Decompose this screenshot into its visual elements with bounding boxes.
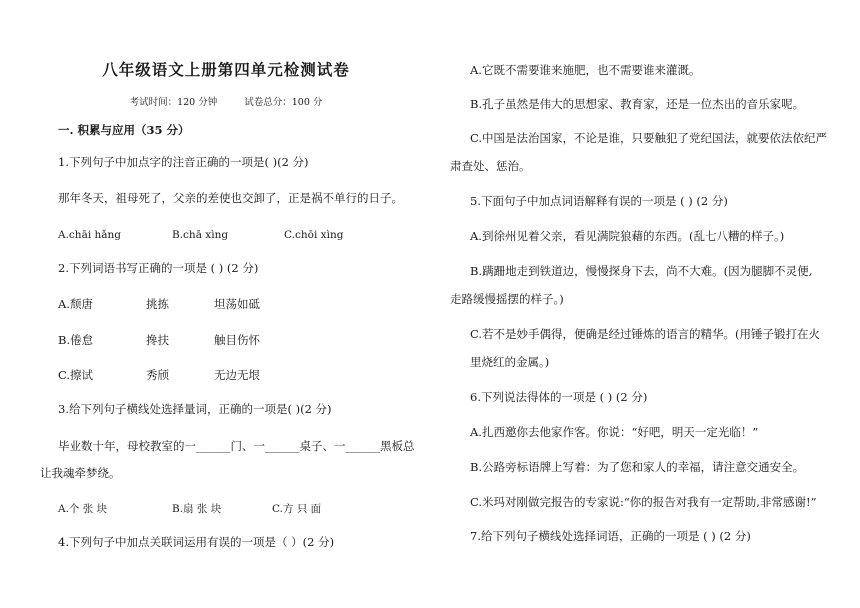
question-5: 5.下面句子中加点词语解释有误的一项是 ( ) (2 分) bbox=[470, 194, 728, 208]
q6-option-c: C.米玛对刚做完报告的专家说:“你的报告对我有一定帮助,非常感谢!” bbox=[470, 495, 817, 509]
right-line-3: C.中国是法治国家，不论是谁，只要触犯了党纪国法，就要依法依纪严 bbox=[470, 131, 828, 145]
question-1-option-a: A.chāi hǎng bbox=[58, 229, 122, 241]
q2-option-b-1: B.倦怠 bbox=[58, 333, 94, 347]
question-3-text-line2: 让我魂牵梦绕。 bbox=[40, 466, 121, 480]
section-heading: 一. 积累与应用（35 分） bbox=[58, 123, 190, 137]
right-line-1: A.它既不需要谁来施肥，也不需要谁来灌溉。 bbox=[470, 63, 701, 77]
question-6: 6.下列说法得体的一项是 ( ) (2 分) bbox=[470, 390, 648, 404]
q5-option-c-cont: 里烧红的金属。) bbox=[470, 355, 550, 369]
exam-info bbox=[0, 94, 452, 108]
question-3-option-a: A.个 张 块 bbox=[58, 503, 108, 515]
exam-total: 试卷总分：100 分 bbox=[244, 97, 323, 108]
q2-option-a-3: 坦荡如砥 bbox=[214, 297, 260, 311]
q5-option-c: C.若不是妙手偶得，便确是经过锤炼的语言的精华。(用锤子锻打在火 bbox=[470, 327, 821, 341]
question-1: 1.下列句子中加点字的注音正确的一项是( )(2 分) bbox=[58, 155, 309, 169]
q2-option-c-1: C.擦试 bbox=[58, 368, 94, 382]
question-1-text: 那年冬天，祖母死了，父亲的差使也交卸了，正是祸不单行的日子。 bbox=[58, 191, 403, 205]
question-1-option-c: C.chōi xìng bbox=[284, 229, 344, 241]
question-4: 4.下列句子中加点关联词运用有误的一项是（ ）(2 分) bbox=[58, 535, 335, 549]
question-1-option-b: B.chā xìng bbox=[172, 229, 229, 241]
q5-option-a: A.到徐州见着父亲，看见满院狼藉的东西。(乱七八糟的样子。) bbox=[470, 229, 785, 243]
q2-option-a-1: A.颓唐 bbox=[58, 297, 93, 311]
exam-time: 考试时间：120 分钟 bbox=[129, 97, 218, 108]
q5-option-b-cont: 走路缓慢摇摆的样子。) bbox=[450, 292, 564, 306]
q2-option-b-2: 搀扶 bbox=[146, 333, 169, 347]
question-2: 2.下列词语书写正确的一项是 ( ) (2 分) bbox=[58, 261, 259, 275]
question-3-option-c: C.方 只 面 bbox=[272, 503, 322, 515]
q5-option-b: B.蹒跚地走到铁道边，慢慢探身下去，尚不大难。(因为腿脚不灵便, bbox=[470, 264, 813, 278]
question-7: 7.给下列句子横线处选择词语，正确的一项是 ( ) (2 分) bbox=[470, 529, 751, 543]
right-line-4: 肃查处、惩治。 bbox=[450, 159, 531, 173]
right-line-2: B.孔子虽然是伟大的思想家、教育家，还是一位杰出的音乐家呢。 bbox=[470, 97, 805, 111]
q2-option-c-3: 无边无垠 bbox=[214, 368, 260, 382]
question-3: 3.给下列句子横线处选择量词，正确的一项是( )(2 分) bbox=[58, 402, 332, 416]
question-3-option-b: B.扇 张 块 bbox=[172, 503, 222, 515]
q6-option-b: B.公路旁标语牌上写着：为了您和家人的幸福，请注意交通安全。 bbox=[470, 460, 805, 474]
exam-title: 八年级语文上册第四单元检测试卷 bbox=[102, 60, 350, 79]
q6-option-a: A.扎西邀你去他家作客。你说：“好吧，明天一定光临！” bbox=[470, 425, 759, 439]
q2-option-a-2: 挑拣 bbox=[146, 297, 169, 311]
question-3-text-line1: 毕业数十年，母校教室的一______门、一______桌子、一______黑板总 bbox=[58, 439, 415, 453]
q2-option-b-3: 触目伤怀 bbox=[214, 333, 260, 347]
q2-option-c-2: 秀颀 bbox=[146, 368, 169, 382]
